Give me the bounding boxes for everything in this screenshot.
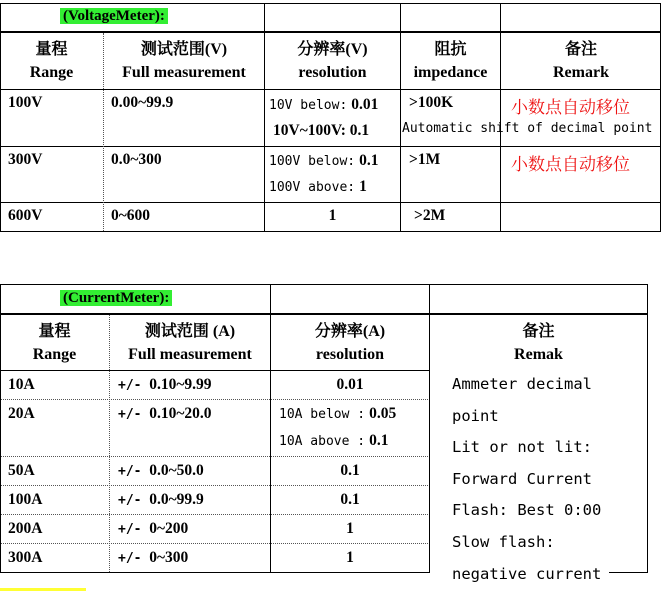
remark-line: Slow flash: [452,532,555,551]
current-title: (CurrentMeter): [60,290,172,307]
remark-line: Forward Current [452,469,592,488]
table-row-res2: 10V~100V: 0.1 [273,122,370,139]
table-row-res: 1 [346,520,354,537]
header-range-cn: 量程 [38,323,71,340]
header-res-cn: 分辨率(V) [297,41,368,58]
header-remark-en: Remark [553,64,609,81]
remark-line: Lit or not lit: [452,438,592,457]
remark-line: Ammeter decimal [452,375,592,393]
table-row-measure: 0.0~300 [111,151,162,168]
table-row-range: 300V [8,151,43,168]
header-measure-en: Full measurement [128,346,252,363]
table-row-remark-cn: 小数点自动移位 [511,98,630,118]
table-row-res: 0.01 [336,376,364,393]
header-range-en: Range [32,346,77,363]
table-row-range: 200A [8,520,43,537]
table-row-impedance: >1M [409,151,441,168]
table-row-measure: +/- 0.0~99.9 [118,491,204,508]
table-row-res: 1 [328,207,337,224]
header-measure-cn: 测试范围 (A) [144,323,236,340]
remark-box [433,369,609,583]
table-row-res: 0.1 [340,491,360,508]
table-row-measure: +/- 0~300 [118,549,189,566]
header-remark-en: Remak [514,346,563,363]
header-measure-cn: 测试范围(V) [140,41,228,58]
table-row-measure: +/- 0~200 [118,520,189,537]
header-remark-cn: 备注 [564,41,597,58]
header-imp-cn: 阻抗 [434,41,467,58]
voltage-title: (VoltageMeter): [60,8,168,25]
remark-line: Flash: Best 0:00 [452,501,602,520]
table-row-measure: +/- 0.10~9.99 [118,376,212,393]
table-row-res: 0.1 [340,462,360,479]
table-row-measure: 0.00~99.9 [111,94,174,111]
table-row-measure: 0~600 [111,207,151,224]
table-row-impedance: >2M [414,207,446,224]
header-measure-en: Full measurement [122,64,246,81]
table-row-range: 100V [8,94,43,111]
table-row-range: 600V [8,207,43,224]
header-imp-en: impedance [413,64,488,81]
table-row-res: 1 [346,549,354,566]
header-range-cn: 量程 [35,41,68,58]
table-row-impedance: >100K [409,94,454,111]
table-row-range: 20A [8,405,35,422]
table-row-remark-cn: 小数点自动移位 [511,155,630,175]
table-row-range: 10A [8,376,35,393]
header-res-cn: 分辨率(A) [314,323,386,340]
header-range-en: Range [29,64,74,81]
table-row-measure: +/- 0.0~50.0 [118,462,204,479]
table-row-range: 50A [8,462,35,479]
table-row-range: 100A [8,491,43,508]
table-row-measure: +/- 0.10~20.0 [118,405,212,422]
header-res-en: resolution [315,346,385,363]
header-remark-cn: 备注 [522,323,555,340]
table-row-remark-en: Automatic shift of decimal point [402,121,653,136]
remark-line: negative current [452,564,602,583]
remark-line: point [452,406,499,425]
header-res-en: resolution [298,64,367,81]
table-row-range: 300A [8,549,43,566]
